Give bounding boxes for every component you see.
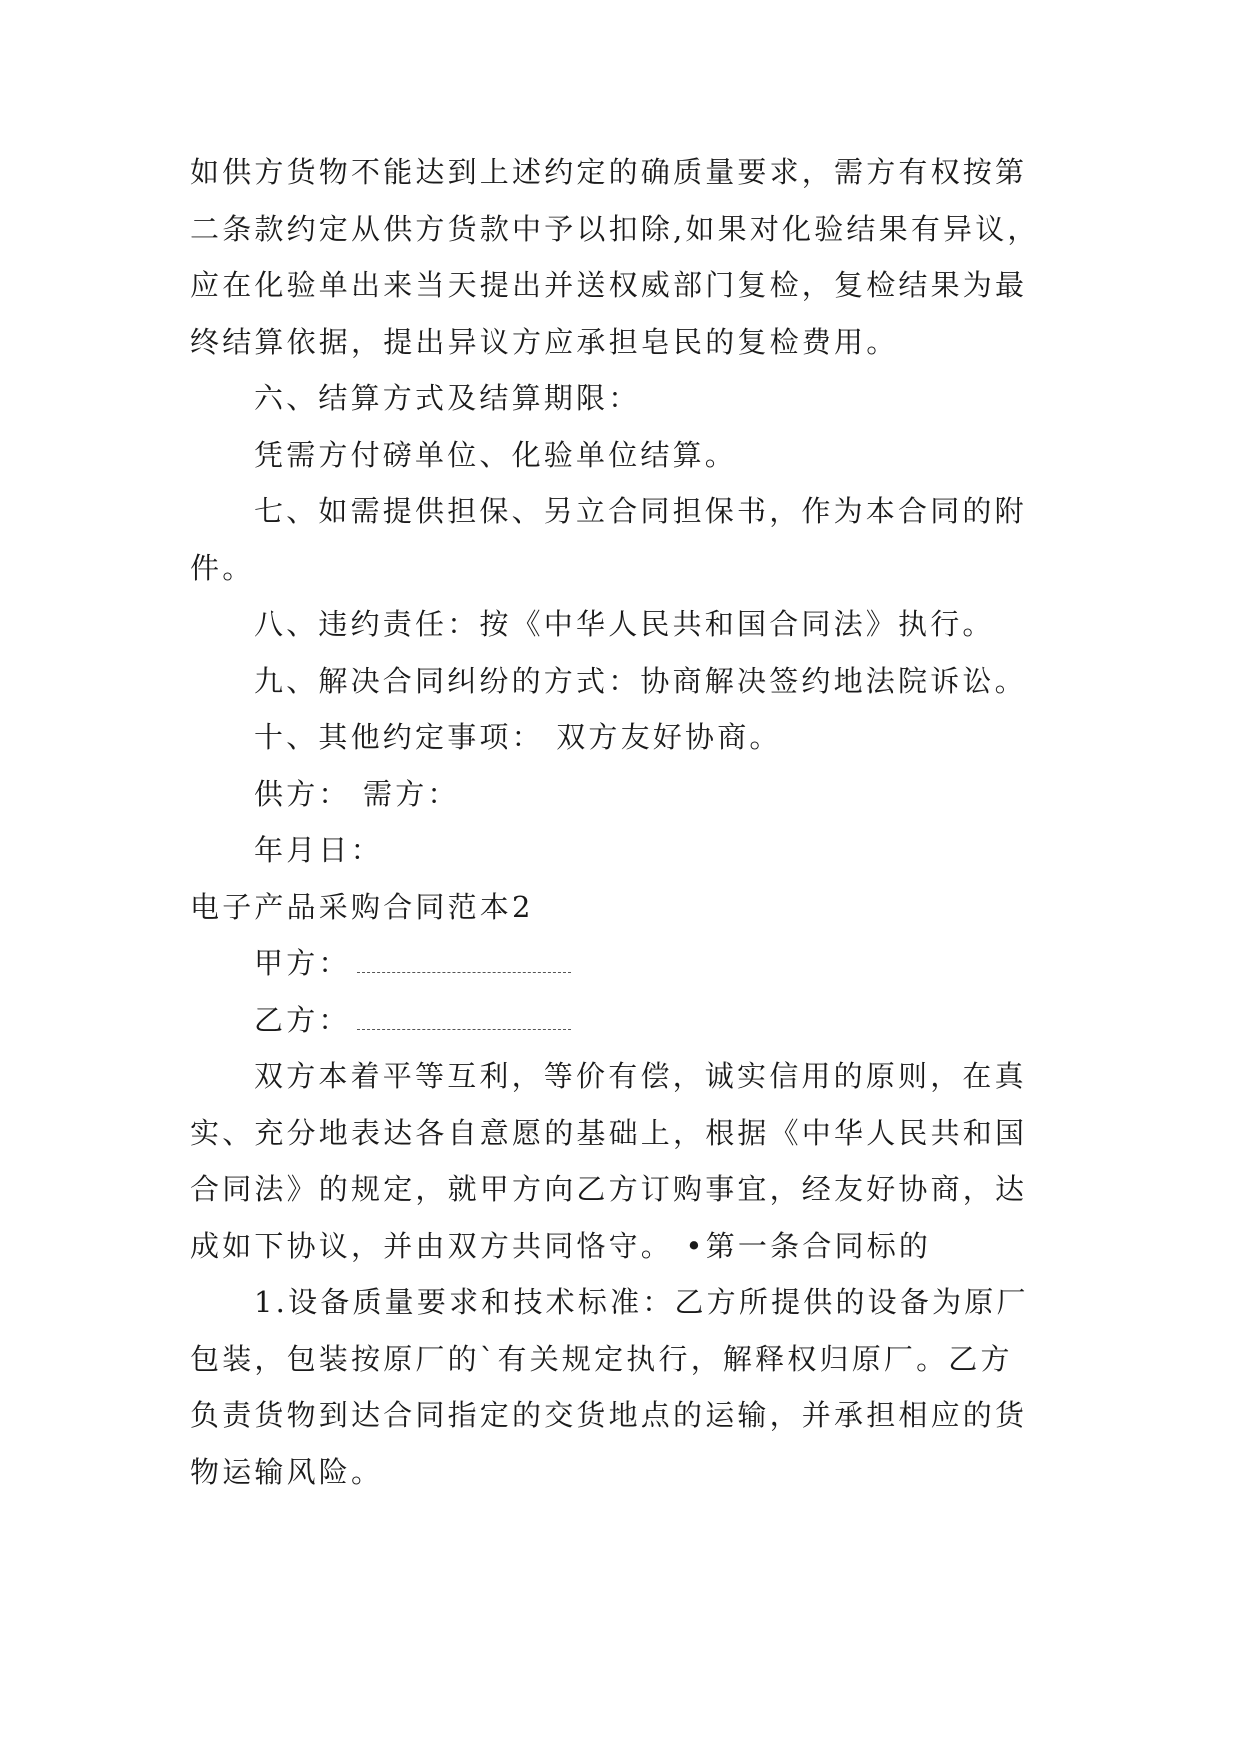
- clause-10: 十、其他约定事项： 双方友好协商。: [254, 720, 782, 754]
- clause-8: 八、违约责任：按《中华人民共和国合同法》执行。: [254, 607, 995, 641]
- item-1-line-1: 1.设备质量要求和技术标准：乙方所提供的设备为原厂: [254, 1285, 1029, 1319]
- clause-6-title: 六、结算方式及结算期限：: [254, 381, 641, 415]
- party-b-label: 乙方：: [254, 1003, 351, 1037]
- clause-9: 九、解决合同纠纷的方式：协商解决签约地法院诉讼。: [254, 664, 1027, 698]
- clause-7-line-2: 件。: [190, 551, 255, 585]
- item-1-line-3: 负责货物到达合同指定的交货地点的运输，并承担相应的货: [190, 1398, 1028, 1432]
- section-title: 电子产品采购合同范本2: [190, 890, 534, 924]
- preamble-line-2: 实、充分地表达各自意愿的基础上，根据《中华人民共和国: [190, 1116, 1028, 1150]
- quality-para-line-3: 应在化验单出来当天提出并送权威部门复检，复检结果为最: [190, 268, 1028, 302]
- party-a-blank: [357, 948, 571, 973]
- quality-para-line-4: 终结算依据，提出异议方应承担皂民的复检费用。: [190, 325, 899, 359]
- party-a-row: [254, 943, 571, 983]
- preamble-line-1: 双方本着平等互利，等价有偿，诚实信用的原则，在真: [254, 1059, 1027, 1093]
- party-b-blank: [357, 1005, 571, 1030]
- quality-para-line-1: 如供方货物不能达到上述约定的确质量要求，需方有权按第: [190, 155, 1028, 189]
- item-1-line-2: 包装，包装按原厂的`有关规定执行，解释权归原厂。乙方: [190, 1342, 1013, 1376]
- signature-date: 年月日：: [254, 833, 383, 867]
- clause-7-line-1: 七、如需提供担保、另立合同担保书，作为本合同的附: [254, 494, 1027, 528]
- party-a-label: 甲方：: [254, 946, 351, 980]
- preamble-line-4: 成如下协议，并由双方共同恪守。 •第一条合同标的: [190, 1229, 932, 1263]
- clause-6-body: 凭需方付磅单位、化验单位结算。: [254, 438, 738, 472]
- party-b-row: [254, 1000, 571, 1040]
- preamble-line-3: 合同法》的规定，就甲方向乙方订购事宜，经友好协商，达: [190, 1172, 1028, 1206]
- quality-para-line-2: 二条款约定从供方货款中予以扣除,如果对化验结果有异议，: [190, 212, 1040, 246]
- signature-parties: 供方： 需方：: [254, 777, 460, 811]
- item-1-line-4: 物运输风险。: [190, 1455, 384, 1489]
